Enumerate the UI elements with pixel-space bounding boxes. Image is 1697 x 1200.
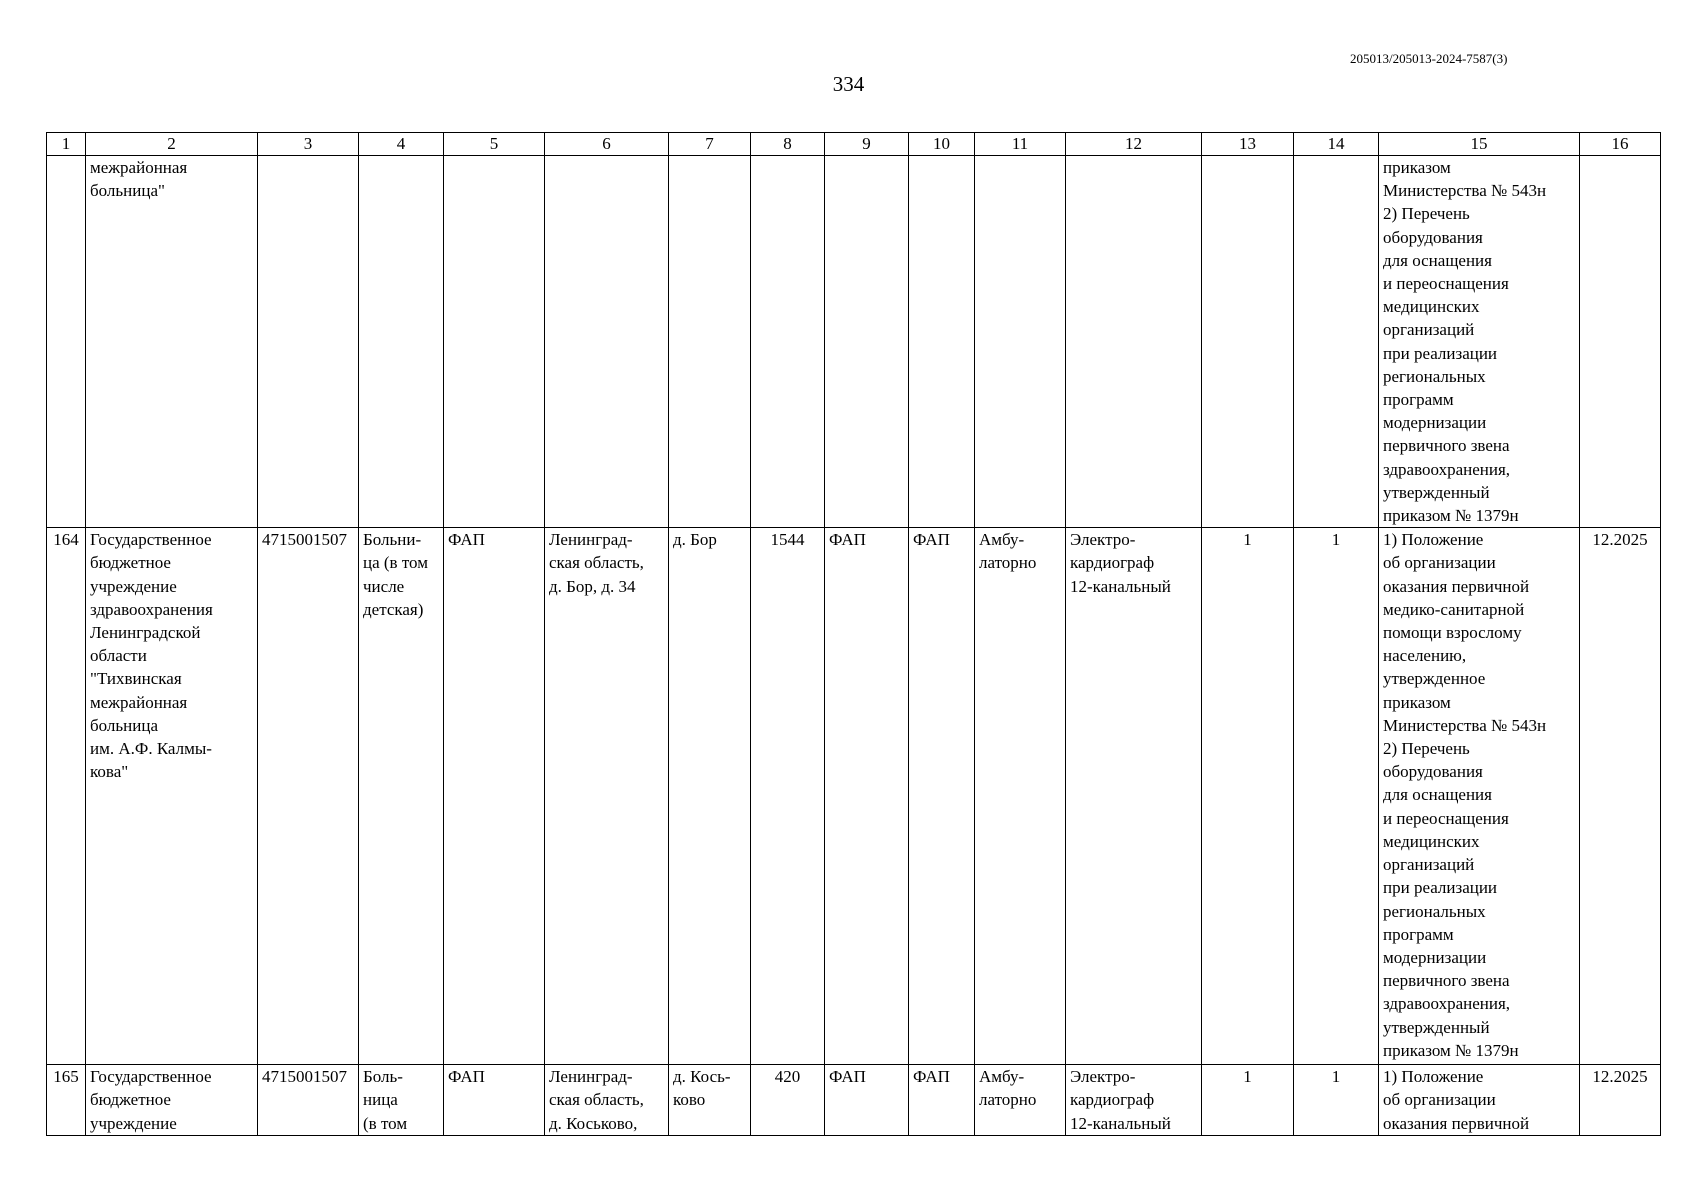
cell-settlement — [669, 156, 751, 528]
cell-number — [47, 156, 86, 528]
cell-settlement: д. Бор — [669, 528, 751, 1065]
cell-qty-total — [1294, 156, 1379, 528]
cell-unit — [444, 156, 545, 528]
cell-qty — [1202, 156, 1294, 528]
equipment-table — [46, 132, 1661, 1136]
cell-date: 12.2025 — [1580, 528, 1661, 1065]
column-header: 10 — [909, 133, 975, 156]
cell-number: 165 — [47, 1065, 86, 1136]
cell-number: 164 — [47, 528, 86, 1065]
column-header: 7 — [669, 133, 751, 156]
cell-qty-total: 1 — [1294, 1065, 1379, 1136]
cell-inn: 4715001507 — [258, 528, 359, 1065]
cell-address: Ленинград- ская область, д. Бор, д. 34 — [545, 528, 669, 1065]
cell-col10 — [909, 156, 975, 528]
table-row — [47, 1065, 1661, 1136]
cell-equipment: Электро- кардиограф 12-канальный — [1066, 1065, 1202, 1136]
cell-basis: приказом Министерства № 543н 2) Перечень оборудования для оснащения и переоснащения медицинских организаций при реализации региональных программ модернизации первичного звена здравоохранения, утвержденный приказом № 1379н — [1379, 156, 1580, 528]
cell-inn: 4715001507 — [258, 1065, 359, 1136]
cell-equipment — [1066, 156, 1202, 528]
cell-date: 12.2025 — [1580, 1065, 1661, 1136]
column-header: 12 — [1066, 133, 1202, 156]
column-header: 1 — [47, 133, 86, 156]
column-header: 5 — [444, 133, 545, 156]
cell-type — [359, 156, 444, 528]
column-header: 2 — [86, 133, 258, 156]
cell-organization: межрайонная больница" — [86, 156, 258, 528]
cell-population — [751, 156, 825, 528]
cell-basis: 1) Положение об организации оказания первичной медико-санитарной помощи взрослому населению, утвержденное приказом Министерства № 543н 2) Перечень оборудования для оснащения и переоснащения медицинских организаций при реализации региональных программ модернизации первичного звена здравоохранения, утвержденный приказом № 1379н — [1379, 528, 1580, 1065]
cell-col10: ФАП — [909, 1065, 975, 1136]
cell-qty: 1 — [1202, 528, 1294, 1065]
column-header: 16 — [1580, 133, 1661, 156]
cell-qty: 1 — [1202, 1065, 1294, 1136]
cell-population: 1544 — [751, 528, 825, 1065]
column-header: 4 — [359, 133, 444, 156]
page-number: 334 — [832, 72, 865, 96]
cell-type: Боль- ница (в том — [359, 1065, 444, 1136]
document-id: 205013/205013-2024-7587(3) — [1350, 51, 1508, 66]
cell-settlement: д. Кось- ково — [669, 1065, 751, 1136]
cell-equipment: Электро- кардиограф 12-канальный — [1066, 528, 1202, 1065]
column-header: 11 — [975, 133, 1066, 156]
column-number-row — [47, 133, 1661, 156]
cell-col9 — [825, 156, 909, 528]
column-header: 15 — [1379, 133, 1580, 156]
column-header: 14 — [1294, 133, 1379, 156]
cell-basis: 1) Положение об организации оказания первичной — [1379, 1065, 1580, 1136]
cell-conditions: Амбу- латорно — [975, 1065, 1066, 1136]
cell-type: Больни- ца (в том числе детская) — [359, 528, 444, 1065]
cell-conditions — [975, 156, 1066, 528]
cell-organization: Государственное бюджетное учреждение здравоохранения Ленинградской области "Тихвинская межрайонная больница им. А.Ф. Калмы- кова" — [86, 528, 258, 1065]
cell-population: 420 — [751, 1065, 825, 1136]
cell-qty-total: 1 — [1294, 528, 1379, 1065]
column-header: 8 — [751, 133, 825, 156]
column-header: 3 — [258, 133, 359, 156]
table-row — [47, 156, 1661, 528]
cell-address — [545, 156, 669, 528]
cell-conditions: Амбу- латорно — [975, 528, 1066, 1065]
cell-col9: ФАП — [825, 1065, 909, 1136]
cell-unit: ФАП — [444, 528, 545, 1065]
column-header: 6 — [545, 133, 669, 156]
cell-col10: ФАП — [909, 528, 975, 1065]
column-header: 9 — [825, 133, 909, 156]
cell-col9: ФАП — [825, 528, 909, 1065]
cell-inn — [258, 156, 359, 528]
cell-organization: Государственное бюджетное учреждение — [86, 1065, 258, 1136]
cell-date — [1580, 156, 1661, 528]
column-header: 13 — [1202, 133, 1294, 156]
cell-unit: ФАП — [444, 1065, 545, 1136]
cell-address: Ленинград- ская область, д. Коськово, — [545, 1065, 669, 1136]
table-row — [47, 528, 1661, 1065]
